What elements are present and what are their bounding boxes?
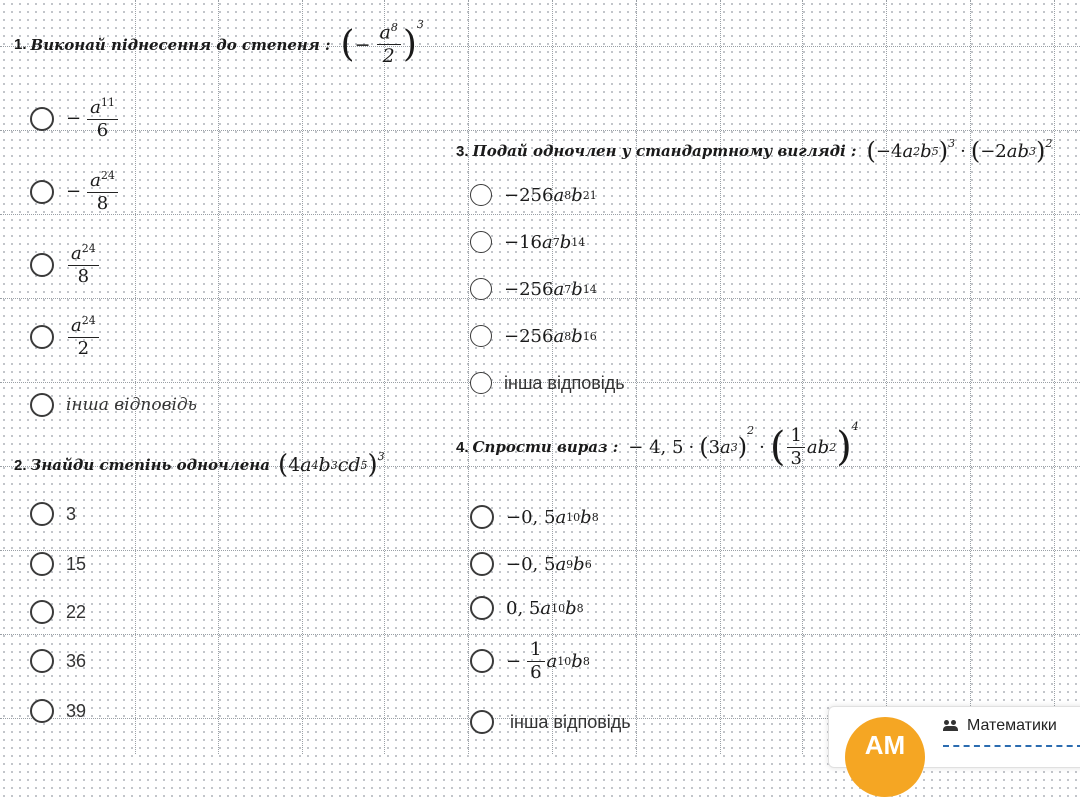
other-answer-label: інша відповідь: [510, 711, 631, 732]
avatar: АМ: [845, 717, 925, 797]
radio-button[interactable]: [30, 699, 54, 723]
question-2-title: [14, 450, 385, 480]
q1-option-2[interactable]: − $\frac{a^{24}}{8}$: [30, 170, 120, 214]
q4-option-other[interactable]: [470, 710, 631, 734]
radio-button[interactable]: [30, 552, 54, 576]
radio-button[interactable]: [470, 372, 492, 394]
question-2-number: 2.: [14, 456, 27, 474]
q2-option-4[interactable]: 36: [30, 649, 86, 673]
question-1-expression: ( − $\frac{a^8}{2}$ ) $^3$: [340, 18, 424, 68]
question-3-number: 3.: [456, 142, 469, 160]
q1-option-4[interactable]: $\frac{a^{24}}{2}$: [30, 315, 101, 359]
radio-button[interactable]: [470, 184, 492, 206]
radio-button[interactable]: [30, 325, 54, 349]
other-answer-label: інша відповідь: [504, 372, 625, 393]
users-icon: [943, 720, 961, 732]
q1-option-1[interactable]: − $\frac{a^{11}}{6}$: [30, 97, 120, 141]
radio-button[interactable]: [470, 505, 494, 529]
radio-button[interactable]: [470, 596, 494, 620]
q2-option-2[interactable]: 15: [30, 552, 86, 576]
question-3-text: Подай одночлен у стандартному вигляді :: [472, 142, 857, 160]
q3-option-4[interactable]: −256 a 8 b 16: [470, 325, 597, 347]
radio-button[interactable]: [470, 710, 494, 734]
question-1-number: 1.: [14, 36, 27, 54]
q4-option-2[interactable]: −0, 5 a 9 b 6: [470, 552, 592, 576]
radio-button[interactable]: [30, 649, 54, 673]
question-1-title: [14, 18, 424, 68]
question-4-expression: − 4, 5 · ( 3 a 3 ) $^2$ · ( $\frac{1}{3}$ ab 2 ) $^4$: [628, 420, 859, 470]
q3-option-other[interactable]: [470, 372, 625, 394]
q3-option-2[interactable]: −16 a 7 b 14: [470, 231, 585, 253]
question-1-text: Виконай піднесення до степеня :: [30, 35, 331, 54]
badge-subtext: [943, 745, 1080, 753]
radio-button[interactable]: [30, 502, 54, 526]
q4-option-3[interactable]: 0, 5 a 10 b 8: [470, 596, 584, 620]
q3-option-3[interactable]: −256 a 7 b 14: [470, 278, 597, 300]
q2-option-1[interactable]: 3: [30, 502, 76, 526]
radio-button[interactable]: [30, 393, 54, 417]
q4-option-1[interactable]: −0, 5 a 10 b 8: [470, 505, 599, 529]
subject-label: Математики: [943, 717, 1057, 735]
radio-button[interactable]: [470, 649, 494, 673]
question-4-title: [456, 420, 859, 470]
other-answer-label: інша відповідь: [66, 395, 197, 415]
q4-option-4[interactable]: − $\frac{1}{6}$ a 10 b 8: [470, 640, 590, 683]
radio-button[interactable]: [470, 231, 492, 253]
q3-option-1[interactable]: −256 a 8 b 21: [470, 184, 597, 206]
q1-option-other[interactable]: [30, 393, 197, 417]
teacher-badge[interactable]: [828, 706, 1080, 768]
radio-button[interactable]: [30, 107, 54, 131]
q2-option-3[interactable]: 22: [30, 600, 86, 624]
q2-option-5[interactable]: 39: [30, 699, 86, 723]
radio-button[interactable]: [470, 278, 492, 300]
question-2-text: Знайди степінь одночлена: [30, 456, 270, 474]
radio-button[interactable]: [30, 600, 54, 624]
question-3-expression: ( −4 a 2 b 5 ) $^3$ · ( −2 ab 3 ) $^2$: [866, 137, 1053, 165]
q1-option-3[interactable]: $\frac{a^{24}}{8}$: [30, 243, 101, 287]
radio-button[interactable]: [30, 180, 54, 204]
radio-button[interactable]: [470, 325, 492, 347]
radio-button[interactable]: [30, 253, 54, 277]
radio-button[interactable]: [470, 552, 494, 576]
question-3-title: [456, 137, 1052, 165]
question-4-number: 4.: [456, 438, 469, 456]
question-4-text: Спрости вираз :: [472, 438, 619, 456]
question-2-expression: ( 4 a 4 b 3 cd 5 ) $^3$: [277, 450, 385, 480]
